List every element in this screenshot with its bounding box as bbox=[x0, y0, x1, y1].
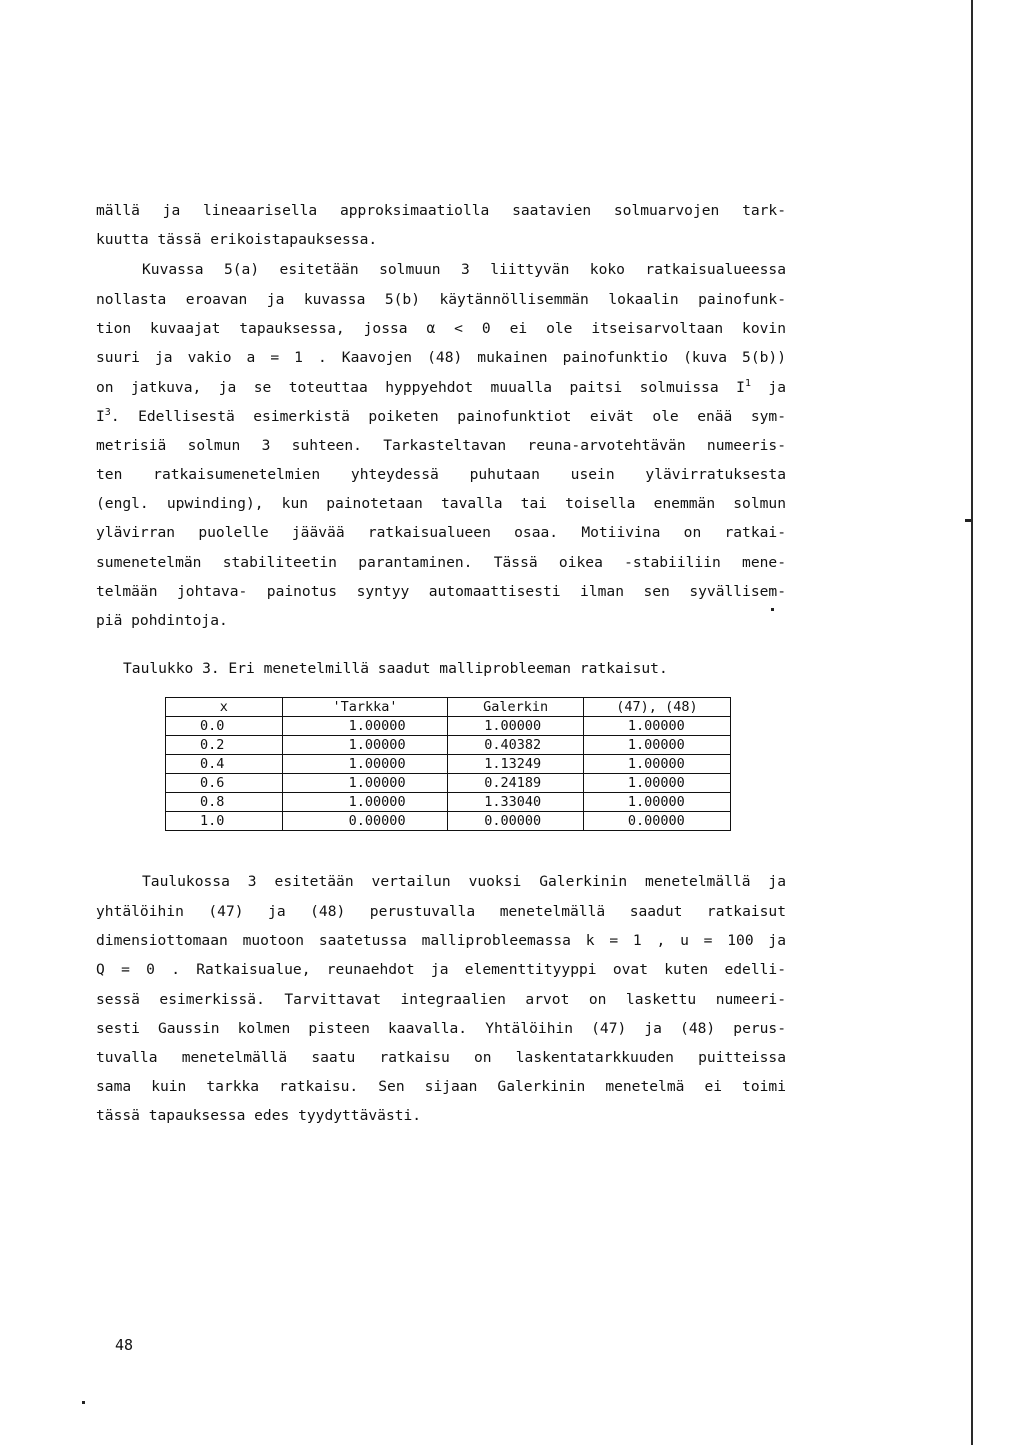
table-cell: 1.0 bbox=[166, 812, 283, 831]
text-fragment: . Edellisestä esimerkistä poiketen painofunktiot eivät ole enää sym- bbox=[110, 408, 786, 425]
table-cell: 1.00000 bbox=[282, 717, 448, 736]
table-caption: Taulukko 3. Eri menetelmillä saadut malliprobleeman ratkaisut. bbox=[123, 660, 668, 677]
table-cell: 0.24189 bbox=[448, 774, 584, 793]
node-symbol: $I^1$ bbox=[736, 378, 751, 396]
text-line: suuri ja vakio a = 1 . Kaavojen (48) mukainen painofunktio (kuva 5(b)) bbox=[96, 349, 786, 366]
table-cell: 1.33040 bbox=[448, 793, 584, 812]
table-cell: 0.4 bbox=[166, 755, 283, 774]
table-row bbox=[166, 755, 731, 774]
text-line: sessä esimerkissä. Tarvittavat integraalien arvot on laskettu numeeri- bbox=[96, 991, 786, 1008]
text-fragment: on jatkuva, ja se toteuttaa hyppyehdot muualla paitsi solmuissa bbox=[96, 379, 719, 396]
table-cell: 0.8 bbox=[166, 793, 283, 812]
text-line: ylävirran puolelle jäävää ratkaisualueen osaa. Motiivina on ratkai- bbox=[96, 524, 786, 541]
table-cell: 0.0 bbox=[166, 717, 283, 736]
table-cell: 0.2 bbox=[166, 736, 283, 755]
table-cell: 1.00000 bbox=[282, 793, 448, 812]
table-cell: 1.00000 bbox=[282, 755, 448, 774]
table-cell: 1.13249 bbox=[448, 755, 584, 774]
column-header: x bbox=[166, 698, 283, 717]
table-row bbox=[166, 812, 731, 831]
table-row bbox=[166, 736, 731, 755]
text-line bbox=[96, 378, 786, 398]
text-line: dimensiottomaan muotoon saatetussa malliprobleemassa k = 1 , u = 100 ja bbox=[96, 932, 786, 949]
text-line: tässä tapauksessa edes tyydyttävästi. bbox=[96, 1107, 422, 1124]
text-line bbox=[96, 407, 786, 427]
node-symbol: $I^3$ bbox=[96, 407, 111, 425]
table-row bbox=[166, 793, 731, 812]
table-cell: 1.00000 bbox=[583, 736, 730, 755]
text-line: Taulukossa 3 esitetään vertailun vuoksi Galerkinin menetelmällä ja bbox=[142, 873, 786, 890]
table-cell: 0.00000 bbox=[448, 812, 584, 831]
text-line: metrisiä solmun 3 suhteen. Tarkasteltavan reuna-arvotehtävän numeeris- bbox=[96, 437, 786, 454]
table-header-row bbox=[166, 698, 731, 717]
text-line: Q = 0 . Ratkaisualue, reunaehdot ja elementtityyppi ovat kuten edelli- bbox=[96, 961, 786, 978]
text-line: sesti Gaussin kolmen pisteen kaavalla. Yhtälöihin (47) ja (48) perus- bbox=[96, 1020, 786, 1037]
table-cell: 1.00000 bbox=[583, 774, 730, 793]
text-line: telmään johtava- painotus syntyy automaattisesti ilman sen syvällisem- bbox=[96, 583, 786, 600]
scan-dot bbox=[82, 1401, 85, 1404]
table-cell: 0.00000 bbox=[282, 812, 448, 831]
conjunction: ja bbox=[768, 379, 786, 396]
text-line: (engl. upwinding), kun painotetaan tavalla tai toisella enemmän solmun bbox=[96, 495, 786, 512]
text-line: tion kuvaajat tapauksessa, jossa α < 0 ei ole itseisarvoltaan kovin bbox=[96, 320, 786, 337]
table-cell: 1.00000 bbox=[583, 793, 730, 812]
results-table bbox=[165, 697, 731, 831]
text-line: tuvalla menetelmällä saatu ratkaisu on laskentatarkkuuden puitteissa bbox=[96, 1049, 786, 1066]
table-cell: 1.00000 bbox=[583, 717, 730, 736]
table-row bbox=[166, 717, 731, 736]
table-cell: 1.00000 bbox=[282, 774, 448, 793]
scan-mark bbox=[965, 519, 971, 522]
column-header: Galerkin bbox=[448, 698, 584, 717]
text-line: sama kuin tarkka ratkaisu. Sen sijaan Galerkinin menetelmä ei toimi bbox=[96, 1078, 786, 1095]
text-line: nollasta eroavan ja kuvassa 5(b) käytännöllisemmän lokaalin painofunk- bbox=[96, 291, 786, 308]
table-cell: 0.40382 bbox=[448, 736, 584, 755]
text-line: piä pohdintoja. bbox=[96, 612, 228, 629]
table-cell: 0.00000 bbox=[583, 812, 730, 831]
text-line: Kuvassa 5(a) esitetään solmuun 3 liittyvän koko ratkaisualueessa bbox=[142, 261, 786, 278]
scan-edge-line bbox=[971, 0, 973, 1445]
table-cell: 1.00000 bbox=[583, 755, 730, 774]
page-number: 48 bbox=[115, 1336, 134, 1354]
text-line: yhtälöihin (47) ja (48) perustuvalla menetelmällä saadut ratkaisut bbox=[96, 903, 786, 920]
text-line: ten ratkaisumenetelmien yhteydessä puhutaan usein ylävirratuksesta bbox=[96, 466, 786, 483]
text-line: mällä ja lineaarisella approksimaatiolla saatavien solmuarvojen tark- bbox=[96, 202, 786, 219]
table-cell: 1.00000 bbox=[282, 736, 448, 755]
text-line: sumenetelmän stabiliteetin parantaminen. Tässä oikea -stabiiliin mene- bbox=[96, 554, 786, 571]
column-header: (47), (48) bbox=[583, 698, 730, 717]
table-cell: 1.00000 bbox=[448, 717, 584, 736]
text-line: kuutta tässä erikoistapauksessa. bbox=[96, 231, 378, 248]
column-header: 'Tarkka' bbox=[282, 698, 448, 717]
table-row bbox=[166, 774, 731, 793]
table-cell: 0.6 bbox=[166, 774, 283, 793]
